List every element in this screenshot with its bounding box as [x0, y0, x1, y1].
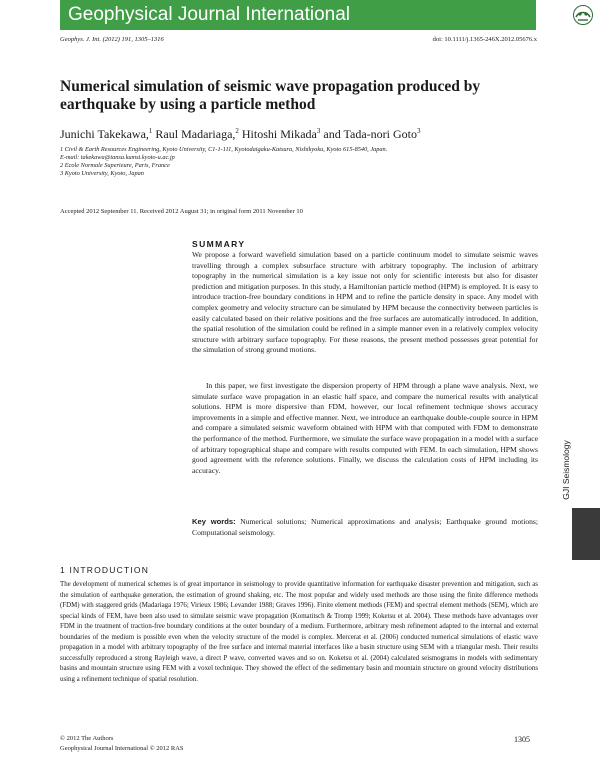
copyright-journal: Geophysical Journal International © 2012 RAS	[60, 745, 184, 752]
section-tag	[556, 422, 576, 518]
summary-paragraph-2: In this paper, we first investigate the dispersion property of HPM through a plane wave analysis. Next, we simulate surface wave propagation in an elastic half space, and compare the numerical results with analytical solutions. HPM is more dispersive than FDM, however, our local refinement technique shows accuracy improvements in a simple and effective manner. Next, we introduce an earthquake double-couple source in HPM and compare a simulated seismic waveform obtained with HPM with that computed with FDM to demonstrate the performance of the method. Furthermore, we simulate the surface wave propagation in a model with a surface of arbitrary topographical shape and compare with results computed with FEM. In each simulation, HPM shows good agreement with the reference solutions. Finally, we discuss the calculation costs of HPM including its accuracy.	[192, 381, 538, 475]
doi-link[interactable]: doi: 10.1111/j.1365-246X.2012.05676.x	[432, 36, 537, 43]
affiliation-1: 1 Civil & Earth Resources Engineering, Kyoto University, C1-1-111, Kyotodaigaku-Katsura, Nishikyoku, Kyoto 615-8540, Japan.	[60, 146, 388, 153]
author-name[interactable]: Raul Madariaga,	[152, 127, 236, 141]
keywords-label: Key words:	[192, 517, 236, 526]
journal-logo-icon	[570, 2, 596, 28]
author-affil-mark: 1	[148, 127, 153, 135]
author-name[interactable]: Junichi Takekawa,	[60, 127, 149, 141]
author-name[interactable]: and Tada-nori Goto	[320, 127, 417, 141]
author-affil-mark: 3	[316, 127, 321, 135]
page-number: 1305	[514, 735, 530, 744]
affiliation-2: 2 Ecole Normale Superieure, Paris, France	[60, 162, 170, 169]
affiliation-3: 3 Kyoto University, Kyoto, Japan	[60, 170, 144, 177]
section-tag-bar	[572, 508, 600, 560]
keywords	[192, 517, 538, 538]
journal-banner	[60, 0, 536, 30]
keywords-list: Numerical solutions; Numerical approximations and analysis; Earthquake ground motions; Computational seismology.	[192, 517, 538, 537]
copyright-authors: © 2012 The Authors	[60, 735, 114, 742]
introduction-heading: 1 INTRODUCTION	[60, 565, 150, 575]
article-title: Numerical simulation of seismic wave propagation produced by earthquake by using a particle method	[60, 78, 481, 113]
journal-citation: Geophys. J. Int. (2012) 191, 1305–1316	[60, 36, 164, 43]
accepted-dates: Accepted 2012 September 11. Received 2012 August 31; in original form 2011 November 10	[60, 208, 303, 215]
journal-name[interactable]: Geophysical Journal International	[68, 4, 351, 25]
author-affil-mark: 3	[416, 127, 421, 135]
author-email[interactable]: E-mail: takekawa@tansa.kumst.kyoto-u.ac.jp	[60, 154, 175, 161]
summary-heading: SUMMARY	[192, 239, 246, 249]
author-list	[60, 127, 530, 142]
section-tag-label: GJI Seismology	[561, 440, 571, 500]
introduction-body: The development of numerical schemes is of great importance in seismology to provide quantitative information for earthquake disaster prevention and mitigation, such as the simulation of earthquake generation, the estimation of ground shaking, etc. The most popular and widely used methods are those using the finite difference methods (FDM) with staggered grids (Madariaga 1976; Virieux 1986; Levander 1988; Graves 1996). Finite element methods (FEM) and spectral element methods (SEM), which are special kinds of FEM, have been also used to simulate seismic wave propagation (Komatitsch & Tromp 1999; Koketsu et al. 2004). These methods have advantages over FDM in the treatment of traction-free boundary conditions at the outer boundary of a medium. Furthermore, arbitrary mesh refinement adapted to the internal and external boundaries of the medium is possible even when the velocity structure of the model is complex. Mercerat et al. (2006) conducted numerical simulations of elastic wave propagation in a model with arbitrary topography of the free surface and internal material interfaces like a basin structure using SEM with a triangular mesh. Their results successfully reproduced a strong Rayleigh wave, a direct P wave, converted waves and so on. Koketsu et al. (2004) calculated seismograms in models with sedimentary basins and mountain structure using FEM with a voxel technique. They showed the effect of the sedimentary basin and mountain structure on ground velocity distributions using a refinement technique of spatial resolution.	[60, 581, 538, 683]
author-name[interactable]: Hitoshi Mikada	[238, 127, 317, 141]
summary-paragraph-1: We propose a forward wavefield simulation based on a particle continuum model to simulate seismic waves travelling through a complex subsurface structure with arbitrary topography. The inclusion of arbitrary topography in the numerical simulation is a key issue not only for scientific interests but also for disaster prediction and mitigation purposes. In this study, a Hamiltonian particle method (HPM) is employed. It is easy to introduce traction-free boundary conditions in HPM and to refine the particle density in space. Any model with complex geometry and velocity structure can be simulated by HPM because the connectivity between particles is easily calculated based on their relative positions and the free surfaces are automatically introduced. In addition, the spatial resolution of the simulation could be refined in a simple manner even in a relatively complex velocity structure with arbitrary surface topography. For these reasons, the present method possesses great potential for the simulation of strong ground motions.	[192, 250, 538, 355]
author-affil-mark: 2	[235, 127, 239, 135]
